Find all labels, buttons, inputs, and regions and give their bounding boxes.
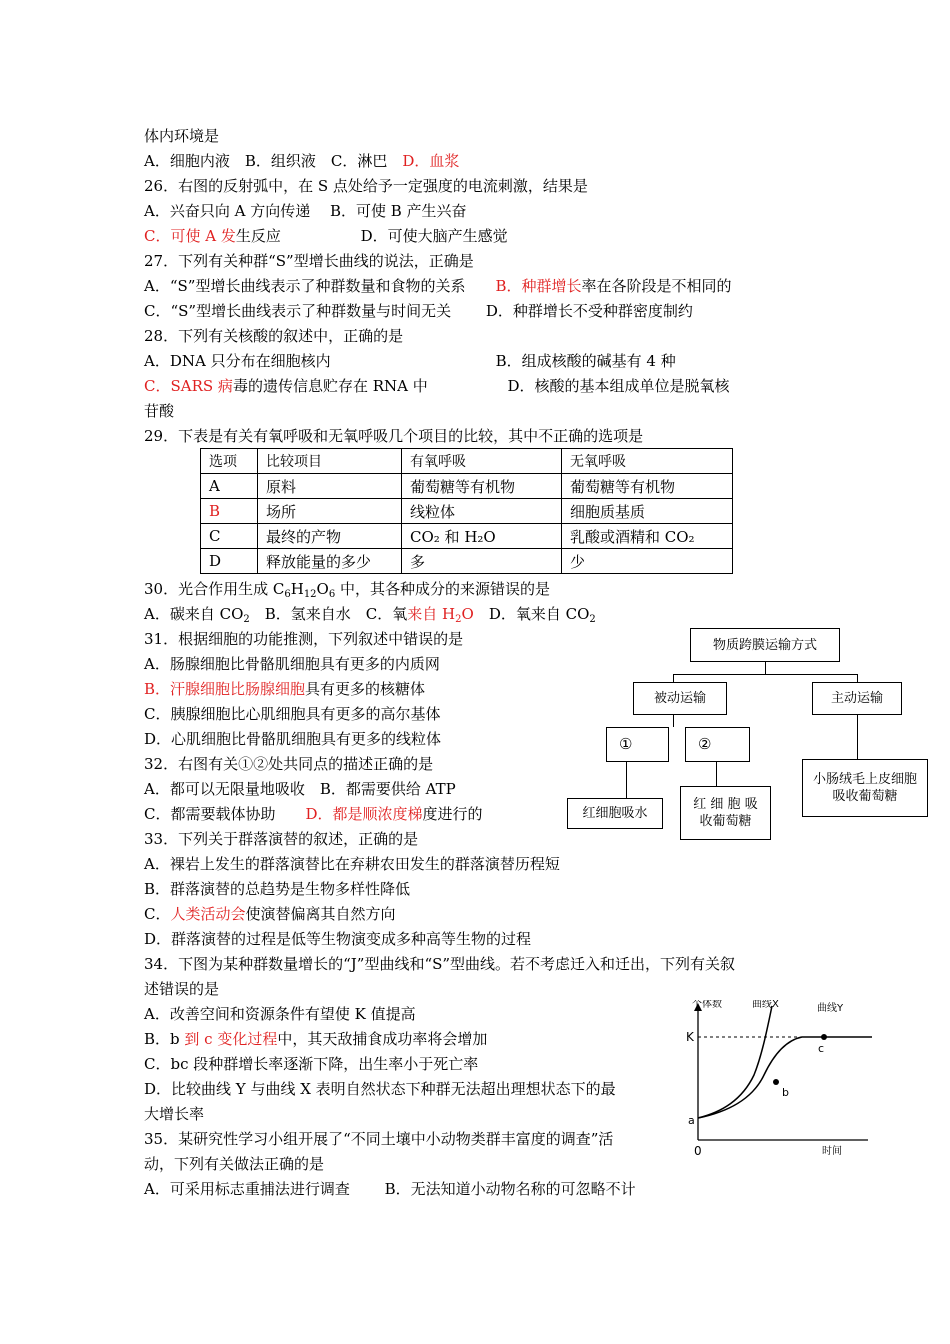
- text-run: 体内环境是: [144, 127, 220, 145]
- text-line: [144, 905, 396, 923]
- text-line: [144, 1105, 204, 1123]
- text-run: 6: [328, 589, 336, 600]
- anaerobic-cell: 少: [562, 549, 733, 574]
- text-run: A．改善空间和资源条件有望使 K 值提高: [144, 1005, 416, 1023]
- text-run: 12: [303, 589, 317, 600]
- point-b-dot: [773, 1079, 779, 1085]
- text-run: 33．下列关于群落演替的叙述，正确的是: [144, 830, 419, 848]
- header-option: 选项: [201, 449, 258, 474]
- text-run: C．胰腺细胞比心肌细胞具有更多的高尔基体: [144, 705, 441, 723]
- text-run: 26．右图的反射弧中，在 S 点处给予一定强度的电流刺激，结果是: [144, 177, 588, 195]
- text-line: [144, 402, 174, 420]
- text-run: 动，下列有关做法正确的是: [144, 1155, 325, 1173]
- table-row: [201, 524, 733, 549]
- text-run: B．b: [144, 1030, 185, 1048]
- point-c-label: c: [818, 1042, 825, 1055]
- aerobic-cell: 葡萄糖等有机物: [402, 474, 562, 499]
- text-run: C．: [144, 905, 171, 923]
- curve-y: [698, 1037, 872, 1118]
- answer-mark: D．都是顺浓度梯: [305, 805, 423, 823]
- curve-x: [698, 1006, 772, 1118]
- text-line: [144, 830, 418, 848]
- text-run: 6: [284, 589, 291, 600]
- table-header-row: [201, 449, 733, 474]
- text-line: [144, 930, 531, 948]
- item-cell: 最终的产物: [258, 524, 402, 549]
- text-line: [144, 780, 456, 798]
- text-line: [144, 705, 440, 723]
- text-line: [144, 327, 403, 345]
- text-line: [144, 655, 440, 673]
- text-run: D．心肌细胞比骨骼肌细胞具有更多的线粒体: [144, 730, 442, 748]
- text-run: C．“S”型增长曲线表示了种群数量与时间无关 D．种群增长不受种群密度制约: [144, 302, 693, 320]
- answer-mark: 人类活动会: [170, 905, 246, 923]
- text-run: A．细胞内液 B．组织液 C．淋巴: [144, 152, 403, 170]
- text-run: C．都需要载体协助: [144, 805, 306, 823]
- header-aerobic: 有氧呼吸: [402, 449, 562, 474]
- text-run: A．裸岩上发生的群落演替比在弃耕农田发生的群落演替历程短: [144, 855, 560, 873]
- text-line: [144, 352, 676, 370]
- answer-mark: B．汗腺细胞比肠腺细胞: [144, 680, 306, 698]
- text-line: [144, 427, 643, 445]
- text-run: 述错误的是: [144, 980, 220, 998]
- point-a-label: a: [688, 1114, 695, 1127]
- text-run: 27．下列有关种群“S”型增长曲线的说法，正确是: [144, 252, 474, 270]
- answer-mark: D．血浆: [402, 152, 460, 170]
- table-row: [201, 499, 733, 524]
- answer-mark: C．SARS 病: [144, 377, 233, 395]
- text-line: [144, 1180, 636, 1198]
- text-line: [144, 1030, 487, 1048]
- answer-mark: O: [461, 605, 474, 623]
- text-line: [144, 202, 467, 220]
- point-b-label: b: [782, 1086, 789, 1099]
- text-run: A．都可以无限量地吸收 B．都需要供给 ATP: [144, 780, 456, 798]
- text-run: 率在各阶段是不相同的: [581, 277, 732, 295]
- text-line: [144, 580, 550, 598]
- text-line: [144, 152, 459, 170]
- flow-active: 主动运输: [812, 682, 902, 715]
- text-run: C．bc 段种群增长率逐渐下降，出生率小于死亡率: [144, 1055, 479, 1073]
- text-run: A．碳来自 CO: [144, 605, 244, 623]
- anaerobic-cell: 细胞质基质: [562, 499, 733, 524]
- k-label: K: [686, 1030, 694, 1044]
- header-item: 比较项目: [258, 449, 402, 474]
- text-line: [144, 1080, 616, 1098]
- option-cell: C: [201, 524, 258, 549]
- origin-label: 0: [694, 1144, 702, 1158]
- flow-circle-1: ①: [606, 727, 669, 762]
- text-line: [144, 302, 693, 320]
- flow-example-1: 红细胞吸水: [567, 798, 663, 829]
- text-line: [144, 805, 483, 823]
- text-run: A．DNA 只分布在细胞核内 B．组成核酸的碱基有 4 种: [144, 352, 676, 370]
- table-row: [201, 549, 733, 574]
- text-line: [144, 680, 425, 698]
- text-line: [144, 1055, 478, 1073]
- text-line: [144, 755, 433, 773]
- text-run: 29．下表是有关有氧呼吸和无氧呼吸几个项目的比较，其中不正确的选项是: [144, 427, 644, 445]
- point-c-dot: [821, 1034, 827, 1040]
- text-run: D．群落演替的过程是低等生物演变成多种高等生物的过程: [144, 930, 532, 948]
- answer-mark: B．种群增长: [495, 277, 582, 295]
- text-line: [144, 227, 508, 245]
- text-run: 中，其各种成分的来源错误的是: [335, 580, 551, 598]
- flow-circle-2: ②: [685, 727, 750, 762]
- text-run: 大增长率: [144, 1105, 205, 1123]
- text-line: [144, 177, 588, 195]
- text-line: [144, 980, 219, 998]
- curve-x-label: 曲线X: [752, 1000, 779, 1010]
- text-run: 35．某研究性学习小组开展了“不同土壤中小动物类群丰富度的调查”活: [144, 1130, 614, 1148]
- text-line: [144, 1005, 416, 1023]
- text-line: [144, 630, 463, 648]
- item-cell: 场所: [258, 499, 402, 524]
- text-line: [144, 1155, 324, 1173]
- text-run: 度进行的: [422, 805, 483, 823]
- text-run: A．肠腺细胞比骨骼肌细胞具有更多的内质网: [144, 655, 440, 673]
- table-row: [201, 474, 733, 499]
- text-line: [144, 252, 474, 270]
- text-run: 2: [589, 614, 596, 625]
- flow-example-2: 红 细 胞 吸 收葡萄糖: [680, 786, 771, 840]
- text-line: [144, 605, 596, 623]
- answer-mark: 来自 H: [407, 605, 456, 623]
- text-run: H: [290, 580, 304, 598]
- text-run: A．兴奋只向 A 方向传递 B．可使 B 产生兴奋: [144, 202, 467, 220]
- flow-example-3: 小肠绒毛上皮细胞吸收葡萄糖: [802, 759, 928, 817]
- curve-y-label: 曲线Y: [817, 1003, 844, 1014]
- aerobic-cell: 线粒体: [402, 499, 562, 524]
- text-run: 毒的遗传信息贮存在 RNA 中 D．核酸的基本组成单位是脱氧核: [232, 377, 730, 395]
- text-line: [144, 880, 410, 898]
- text-run: 生反应 D．可使大脑产生感觉: [235, 227, 508, 245]
- item-cell: 释放能量的多少: [258, 549, 402, 574]
- answer-mark: 到 c 变化过程: [184, 1030, 278, 1048]
- text-line: [144, 955, 735, 973]
- text-run: O: [316, 580, 329, 598]
- item-cell: 原料: [258, 474, 402, 499]
- text-line: [144, 127, 219, 145]
- answer-mark: C．可使 A 发: [144, 227, 236, 245]
- flow-passive: 被动运输: [633, 682, 727, 715]
- text-run: 中，其天敌捕食成功率将会增加: [277, 1030, 488, 1048]
- flow-root: 物质跨膜运输方式: [690, 628, 840, 662]
- anaerobic-cell: 葡萄糖等有机物: [562, 474, 733, 499]
- option-cell: D: [201, 549, 258, 574]
- text-line: [144, 855, 560, 873]
- x-axis-label: 时间: [822, 1146, 842, 1157]
- text-run: 使演替偏离其自然方向: [245, 905, 396, 923]
- text-run: 30．光合作用生成 C: [144, 580, 285, 598]
- text-line: [144, 277, 732, 295]
- aerobic-cell: 多: [402, 549, 562, 574]
- text-run: 31．根据细胞的功能推测，下列叙述中错误的是: [144, 630, 464, 648]
- header-anaerobic: 无氧呼吸: [562, 449, 733, 474]
- answer-mark: 2: [455, 614, 462, 625]
- text-run: B．群落演替的总趋势是生物多样性降低: [144, 880, 411, 898]
- text-run: A．“S”型增长曲线表示了种群数量和食物的关系: [144, 277, 496, 295]
- aerobic-cell: CO₂ 和 H₂O: [402, 524, 562, 549]
- anaerobic-cell: 乳酸或酒精和 CO₂: [562, 524, 733, 549]
- text-run: 28．下列有关核酸的叙述中，正确的是: [144, 327, 404, 345]
- text-run: 苷酸: [144, 402, 175, 420]
- text-run: B．氢来自水 C．氧: [249, 605, 408, 623]
- option-cell: B: [201, 499, 258, 524]
- option-cell: A: [201, 474, 258, 499]
- text-line: [144, 377, 730, 395]
- text-line: [144, 1130, 613, 1148]
- text-run: 2: [243, 614, 250, 625]
- text-line: [144, 730, 441, 748]
- text-run: D．氧来自 CO: [473, 605, 590, 623]
- text-run: 34．下图为某种群数量增长的“J”型曲线和“S”型曲线。若不考虑迁入和迁出，下列有关叙: [144, 955, 736, 973]
- text-run: 32．右图有关①②处共同点的描述正确的是: [144, 755, 434, 773]
- text-run: 具有更多的核糖体: [305, 680, 426, 698]
- respiration-comparison-table: [200, 448, 733, 574]
- y-axis-label: 个体数: [692, 1000, 722, 1010]
- text-run: D．比较曲线 Y 与曲线 X 表明自然状态下种群无法超出理想状态下的最: [144, 1080, 616, 1098]
- population-growth-graph: [672, 1000, 872, 1165]
- text-run: A．可采用标志重捕法进行调查 B．无法知道小动物名称的可忽略不计: [144, 1180, 636, 1198]
